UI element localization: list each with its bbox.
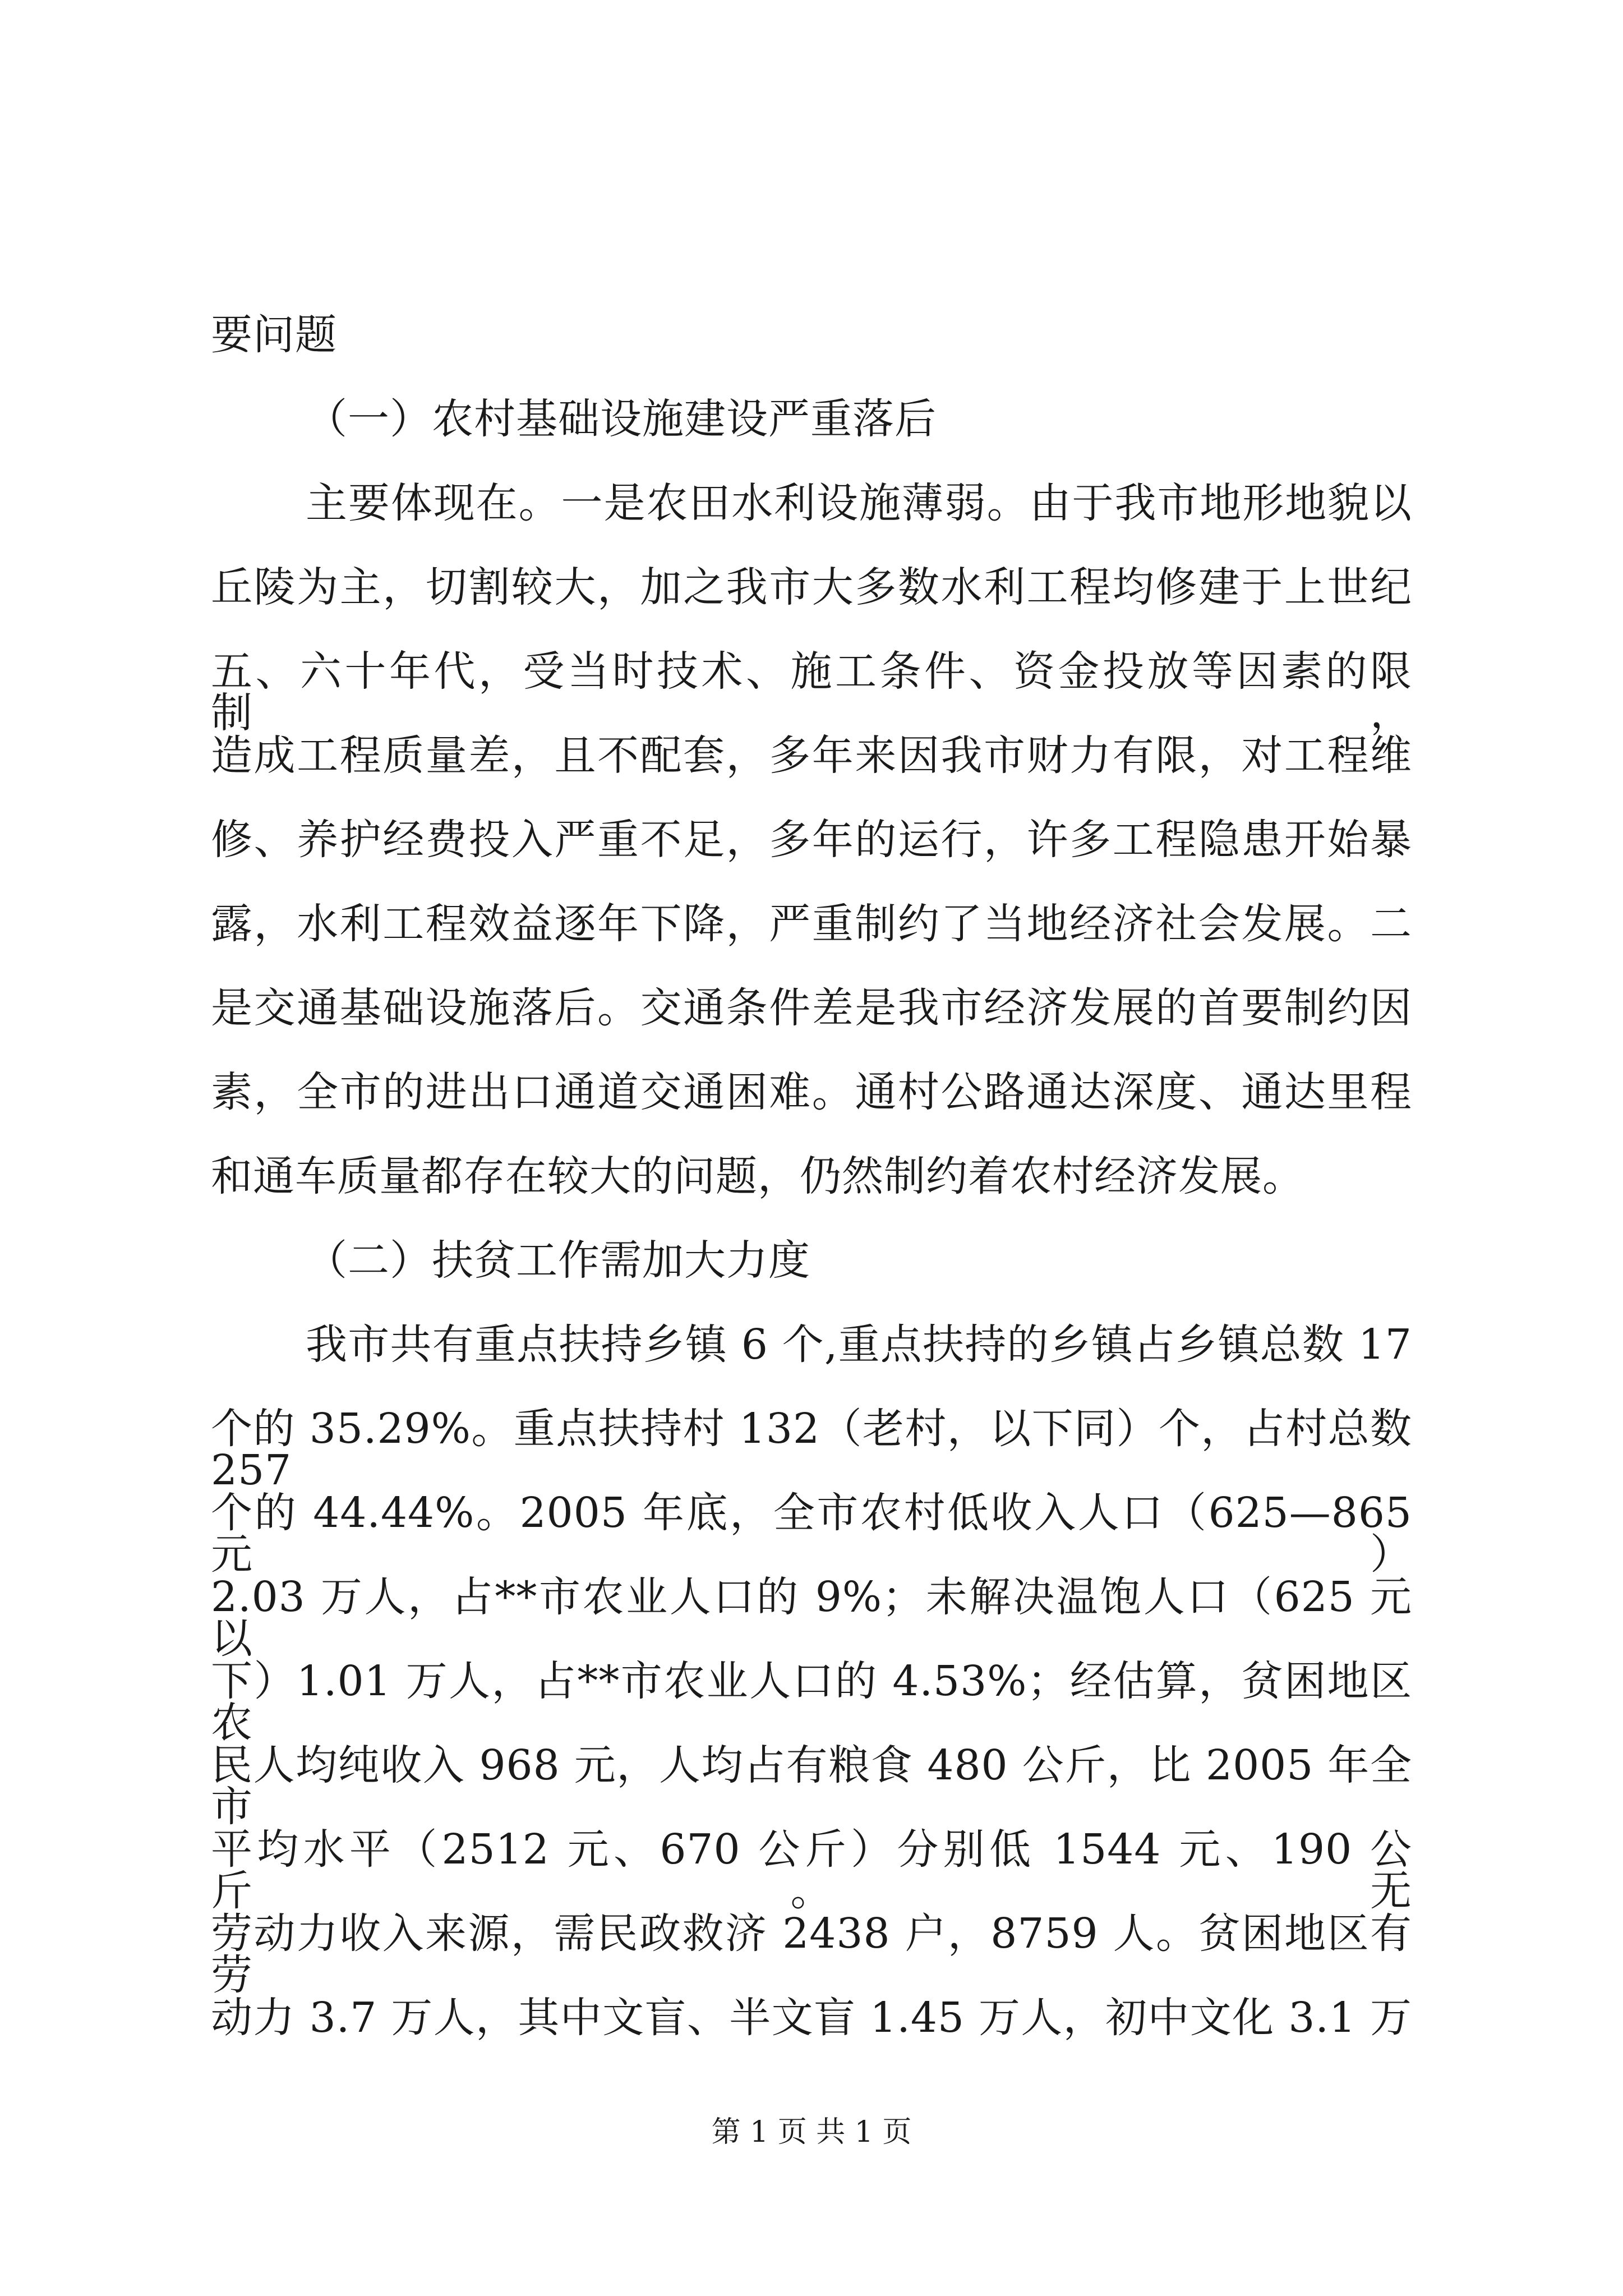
text-line-13: 我市共有重点扶持乡镇 6 个,重点扶持的乡镇占乡镇总数 17 bbox=[306, 1320, 1412, 1369]
page-footer: 第 1 页 共 1 页 bbox=[711, 2115, 912, 2149]
text-line-9: 是交通基础设施落后。交通条件差是我市经济发展的首要制约因 bbox=[211, 984, 1412, 1032]
text-line-18: 民人均纯收入 968 元，人均占有粮食 480 公斤，比 2005 年全市 bbox=[211, 1741, 1412, 1831]
text-line-16: 2.03 万人，占**市农业人口的 9%；未解决温饱人口（625 元以 bbox=[211, 1573, 1412, 1663]
text-line-1: 要问题 bbox=[211, 311, 337, 359]
text-line-17: 下）1.01 万人，占**市农业人口的 4.53%；经估算，贫困地区农 bbox=[211, 1657, 1412, 1747]
text-line-15: 个的 44.44%。2005 年底，全市农村低收入人口（625—865 元） bbox=[211, 1489, 1412, 1579]
text-line-19: 平均水平（2512 元、670 公斤）分别低 1544 元、190 公斤。无 bbox=[211, 1825, 1412, 1915]
text-line-21: 动力 3.7 万人，其中文盲、半文盲 1.45 万人，初中文化 3.1 万 bbox=[211, 1994, 1412, 2042]
text-line-4: 丘陵为主，切割较大，加之我市大多数水利工程均修建于上世纪 bbox=[211, 563, 1412, 611]
text-line-20: 劳动力收入来源，需民政救济 2438 户，8759 人。贫困地区有劳 bbox=[211, 1910, 1412, 1999]
text-line-6: 造成工程质量差，且不配套，多年来因我市财力有限，对工程维 bbox=[211, 731, 1412, 780]
text-line-5: 五、六十年代，受当时技术、施工条件、资金投放等因素的限制， bbox=[211, 647, 1412, 737]
text-line-11: 和通车质量都存在较大的问题，仍然制约着农村经济发展。 bbox=[211, 1152, 1304, 1200]
text-line-3: 主要体现在。一是农田水利设施薄弱。由于我市地形地貌以 bbox=[306, 479, 1412, 527]
text-line-10: 素，全市的进出口通道交通困难。通村公路通达深度、通达里程 bbox=[211, 1068, 1412, 1116]
text-line-14: 个的 35.29%。重点扶持村 132（老村，以下同）个，占村总数 257 bbox=[211, 1405, 1412, 1494]
text-line-8: 露，水利工程效益逐年下降，严重制约了当地经济社会发展。二 bbox=[211, 900, 1412, 948]
section-heading-1: （一）农村基础设施建设严重落后 bbox=[306, 395, 937, 443]
text-line-7: 修、养护经费投入严重不足，多年的运行，许多工程隐患开始暴 bbox=[211, 816, 1412, 864]
section-heading-2: （二）扶贫工作需加大力度 bbox=[306, 1236, 810, 1285]
